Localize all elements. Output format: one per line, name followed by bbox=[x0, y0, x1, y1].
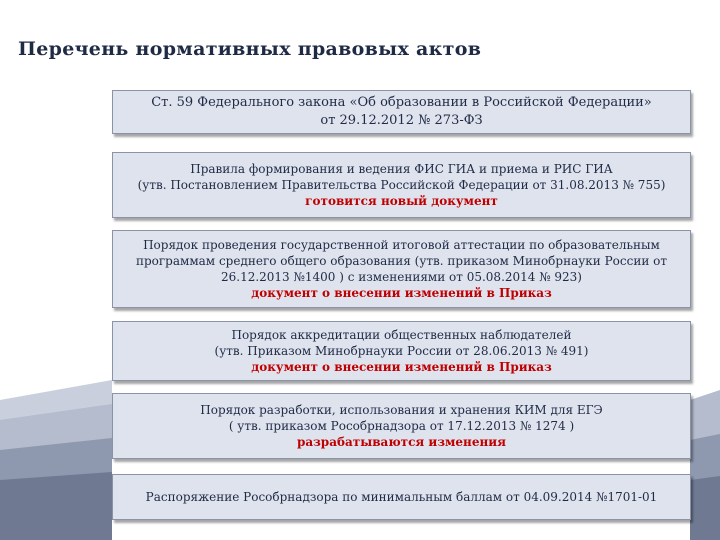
act-box-federal-law bbox=[112, 90, 691, 134]
act-status: документ о внесении изменений в Приказ bbox=[251, 286, 552, 300]
act-line: Ст. 59 Федерального закона «Об образовании в Российской Федерации» bbox=[151, 95, 652, 110]
act-line: (утв. Приказом Минобрнауки России от 28.06.2013 № 491) bbox=[214, 344, 589, 358]
act-box-fis-gia-rules bbox=[112, 152, 691, 218]
act-box-observers-accreditation bbox=[112, 321, 691, 381]
act-line: Порядок аккредитации общественных наблюдателей bbox=[231, 328, 572, 342]
act-box-gia-procedure bbox=[112, 230, 691, 308]
act-box-minimum-scores-order bbox=[112, 474, 691, 520]
act-line: 26.12.2013 №1400 ) с изменениями от 05.08.2014 № 923) bbox=[220, 270, 582, 284]
act-line: программам среднего общего образования (утв. приказом Минобрнауки России от bbox=[135, 254, 668, 268]
decorative-background-left bbox=[0, 380, 112, 540]
page-title: Перечень нормативных правовых актов bbox=[18, 38, 482, 60]
act-line: Правила формирования и ведения ФИС ГИА и приема и РИС ГИА bbox=[190, 162, 613, 176]
act-line: Распоряжение Рособрнадзора по минимальным баллам от 04.09.2014 №1701-01 bbox=[145, 490, 658, 504]
act-status: разрабатываются изменения bbox=[296, 435, 507, 449]
act-line: (утв. Постановлением Правительства Российской Федерации от 31.08.2013 № 755) bbox=[137, 178, 666, 192]
act-box-kim-procedure bbox=[112, 393, 691, 459]
act-line: от 29.12.2012 № 273-ФЗ bbox=[320, 113, 483, 128]
act-line: ( утв. приказом Рособрнадзора от 17.12.2013 № 1274 ) bbox=[228, 419, 575, 433]
act-line: Порядок проведения государственной итоговой аттестации по образовательным bbox=[143, 238, 660, 252]
act-status: готовится новый документ bbox=[305, 194, 498, 208]
decorative-background-right bbox=[690, 390, 720, 540]
act-line: Порядок разработки, использования и хранения КИМ для ЕГЭ bbox=[200, 403, 603, 417]
act-status: документ о внесении изменений в Приказ bbox=[251, 360, 552, 374]
